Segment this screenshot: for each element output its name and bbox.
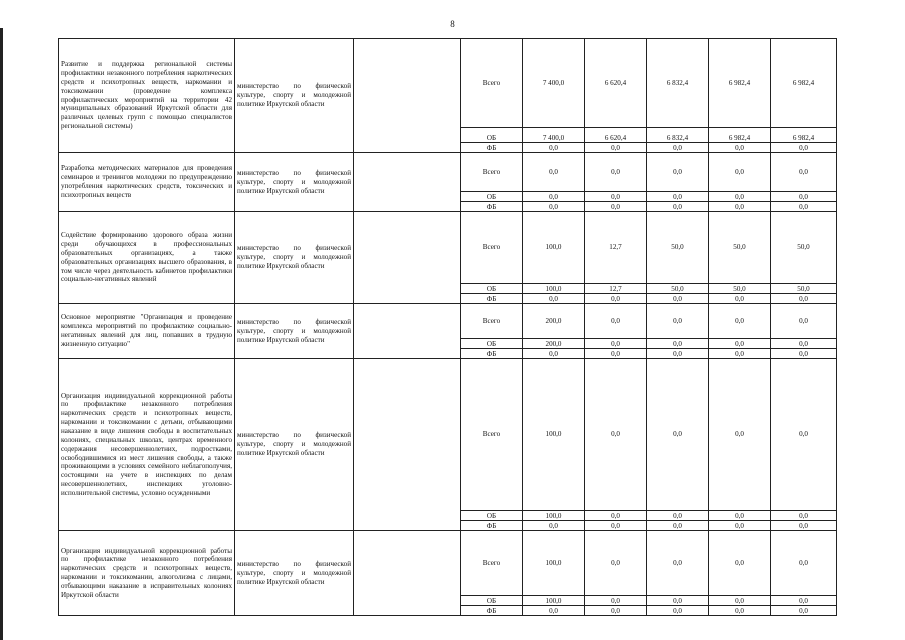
value-cell: 0,0 — [771, 202, 837, 212]
value-cell: 0,0 — [647, 153, 709, 192]
value-cell: 50,0 — [647, 284, 709, 294]
value-cell: 0,0 — [771, 596, 837, 606]
funding-source: ОБ — [461, 128, 523, 143]
value-cell: 0,0 — [709, 294, 771, 304]
row-description: Организация индивидуальной коррекционной работы по профилактике незаконного потребления наркотических средств и психотропных веществ, наркомании и токсикомании, алкоголизма с лицами, отбывающими наказание в исправительных колониях Иркутской области — [59, 531, 235, 616]
value-cell: 0,0 — [647, 349, 709, 359]
row-responsible: министерство по физической культуре, спорту и молодежной политике Иркутской области — [235, 39, 354, 153]
row-responsible: министерство по физической культуре, спорту и молодежной политике Иркутской области — [235, 212, 354, 304]
value-cell: 100,0 — [523, 359, 585, 511]
table-row — [59, 212, 837, 284]
funding-source: ФБ — [461, 202, 523, 212]
scan-edge-line — [0, 28, 3, 640]
value-cell: 0,0 — [647, 202, 709, 212]
value-cell: 0,0 — [771, 192, 837, 202]
value-cell: 100,0 — [523, 511, 585, 521]
value-cell: 0,0 — [523, 294, 585, 304]
value-cell: 6 982,4 — [771, 39, 837, 128]
funding-source: Всего — [461, 212, 523, 284]
value-cell: 6 832,4 — [647, 39, 709, 128]
row-description: Развитие и поддержка региональной системы профилактики незаконного потребления наркотических средств и психотропных веществ, наркомании и токсикомании (проведение комплекса профилактических мероприятий на территории 42 муниципальных образований Иркутской области для различных целевых групп с помощью специалистов региональной системы) — [59, 39, 235, 153]
value-cell: 0,0 — [709, 192, 771, 202]
value-cell: 0,0 — [585, 521, 647, 531]
value-cell: 6 982,4 — [771, 128, 837, 143]
value-cell: 200,0 — [523, 304, 585, 339]
value-cell: 0,0 — [523, 153, 585, 192]
value-cell: 0,0 — [709, 596, 771, 606]
row-description: Разработка методических материалов для проведения семинаров и тренингов молодежи по предупреждению употребления наркотических средств, токсических и психотропных веществ — [59, 153, 235, 212]
value-cell: 0,0 — [771, 531, 837, 596]
value-cell: 0,0 — [585, 202, 647, 212]
funding-source: ОБ — [461, 511, 523, 521]
funding-source: Всего — [461, 359, 523, 511]
value-cell: 0,0 — [709, 153, 771, 192]
funding-source: Всего — [461, 304, 523, 339]
funding-source: ОБ — [461, 192, 523, 202]
row-blank-cell — [354, 304, 461, 359]
funding-source: ФБ — [461, 349, 523, 359]
funding-source: ФБ — [461, 143, 523, 153]
row-responsible: министерство по физической культуре, спорту и молодежной политике Иркутской области — [235, 304, 354, 359]
funding-source: ОБ — [461, 284, 523, 294]
value-cell: 100,0 — [523, 596, 585, 606]
value-cell: 50,0 — [709, 212, 771, 284]
value-cell: 12,7 — [585, 284, 647, 294]
value-cell: 50,0 — [771, 284, 837, 294]
value-cell: 0,0 — [647, 531, 709, 596]
value-cell: 6 982,4 — [709, 128, 771, 143]
value-cell: 0,0 — [647, 596, 709, 606]
value-cell: 0,0 — [771, 606, 837, 616]
table-row — [59, 359, 837, 511]
value-cell: 0,0 — [771, 153, 837, 192]
value-cell: 0,0 — [771, 511, 837, 521]
value-cell: 0,0 — [523, 349, 585, 359]
value-cell: 0,0 — [585, 153, 647, 192]
value-cell: 12,7 — [585, 212, 647, 284]
row-blank-cell — [354, 359, 461, 531]
value-cell: 100,0 — [523, 531, 585, 596]
table-body — [59, 39, 837, 616]
value-cell: 0,0 — [647, 304, 709, 339]
value-cell: 6 620,4 — [585, 39, 647, 128]
table-row — [59, 304, 837, 339]
value-cell: 0,0 — [709, 531, 771, 596]
funding-source: ОБ — [461, 596, 523, 606]
value-cell: 0,0 — [771, 143, 837, 153]
value-cell: 0,0 — [771, 294, 837, 304]
row-description: Организация индивидуальной коррекционной работы по профилактике незаконного потребления наркотических средств и психотропных веществ, наркомании и токсикомании с детьми, отбывающими наказание в виде лишения свободы в воспитательных колониях, специальных школах, центрах временного содержания несовершеннолетних, подростками, освободившимися из мест лишения свободы, а также проживающими в условиях семейного неблагополучия, состоящими на учете в инспекциях по делам несовершеннолетних, инспекциях уголовно-исполнительной системы, условно осужденными — [59, 359, 235, 531]
value-cell: 0,0 — [585, 192, 647, 202]
funding-source: Всего — [461, 531, 523, 596]
value-cell: 0,0 — [585, 143, 647, 153]
value-cell: 0,0 — [709, 202, 771, 212]
value-cell: 0,0 — [647, 339, 709, 349]
value-cell: 0,0 — [709, 521, 771, 531]
value-cell: 0,0 — [585, 531, 647, 596]
row-responsible: министерство по физической культуре, спорту и молодежной политике Иркутской области — [235, 359, 354, 531]
value-cell: 0,0 — [647, 192, 709, 202]
funding-source: ФБ — [461, 606, 523, 616]
page-number: 8 — [450, 19, 455, 29]
funding-source: Всего — [461, 153, 523, 192]
value-cell: 0,0 — [771, 521, 837, 531]
value-cell: 0,0 — [709, 339, 771, 349]
row-responsible: министерство по физической культуре, спорту и молодежной политике Иркутской области — [235, 153, 354, 212]
value-cell: 0,0 — [585, 339, 647, 349]
value-cell: 200,0 — [523, 339, 585, 349]
value-cell: 6 982,4 — [709, 39, 771, 128]
value-cell: 100,0 — [523, 284, 585, 294]
funding-source: ОБ — [461, 339, 523, 349]
value-cell: 0,0 — [647, 606, 709, 616]
value-cell: 0,0 — [585, 304, 647, 339]
value-cell: 0,0 — [523, 202, 585, 212]
row-description: Содействие формированию здорового образа жизни среди обучающихся в профессиональных образовательных организациях, а также образовательных организациях высшего образования, в том числе через деятельность кабинетов профилактики социально-негативных явлений — [59, 212, 235, 304]
value-cell: 0,0 — [585, 294, 647, 304]
value-cell: 50,0 — [709, 284, 771, 294]
value-cell: 6 832,4 — [647, 128, 709, 143]
funding-source: ФБ — [461, 521, 523, 531]
funding-table — [58, 38, 837, 616]
value-cell: 0,0 — [709, 606, 771, 616]
value-cell: 0,0 — [585, 349, 647, 359]
value-cell: 0,0 — [771, 349, 837, 359]
row-blank-cell — [354, 39, 461, 153]
value-cell: 7 400,0 — [523, 128, 585, 143]
value-cell: 0,0 — [647, 521, 709, 531]
row-blank-cell — [354, 153, 461, 212]
value-cell: 100,0 — [523, 212, 585, 284]
value-cell: 50,0 — [647, 212, 709, 284]
value-cell: 0,0 — [709, 304, 771, 339]
value-cell: 0,0 — [585, 596, 647, 606]
value-cell: 0,0 — [523, 606, 585, 616]
value-cell: 0,0 — [709, 349, 771, 359]
funding-source: ФБ — [461, 294, 523, 304]
value-cell: 0,0 — [771, 304, 837, 339]
table-row — [59, 153, 837, 192]
value-cell: 0,0 — [709, 359, 771, 511]
value-cell: 50,0 — [771, 212, 837, 284]
value-cell: 0,0 — [585, 511, 647, 521]
row-description: Основное мероприятие "Организация и проведение комплекса мероприятий по профилактике социально-негативных явлений для лиц, попавших в трудную жизненную ситуацию" — [59, 304, 235, 359]
value-cell: 7 400,0 — [523, 39, 585, 128]
row-blank-cell — [354, 531, 461, 616]
value-cell: 0,0 — [647, 143, 709, 153]
value-cell: 0,0 — [709, 511, 771, 521]
value-cell: 0,0 — [647, 511, 709, 521]
table-row — [59, 39, 837, 128]
value-cell: 0,0 — [523, 192, 585, 202]
value-cell: 0,0 — [585, 606, 647, 616]
value-cell: 0,0 — [647, 294, 709, 304]
funding-source: Всего — [461, 39, 523, 128]
value-cell: 0,0 — [647, 359, 709, 511]
value-cell: 0,0 — [523, 521, 585, 531]
value-cell: 0,0 — [771, 339, 837, 349]
row-blank-cell — [354, 212, 461, 304]
value-cell: 0,0 — [523, 143, 585, 153]
value-cell: 0,0 — [709, 143, 771, 153]
row-responsible: министерство по физической культуре, спорту и молодежной политике Иркутской области — [235, 531, 354, 616]
table-row — [59, 531, 837, 596]
value-cell: 0,0 — [771, 359, 837, 511]
value-cell: 0,0 — [585, 359, 647, 511]
value-cell: 6 620,4 — [585, 128, 647, 143]
